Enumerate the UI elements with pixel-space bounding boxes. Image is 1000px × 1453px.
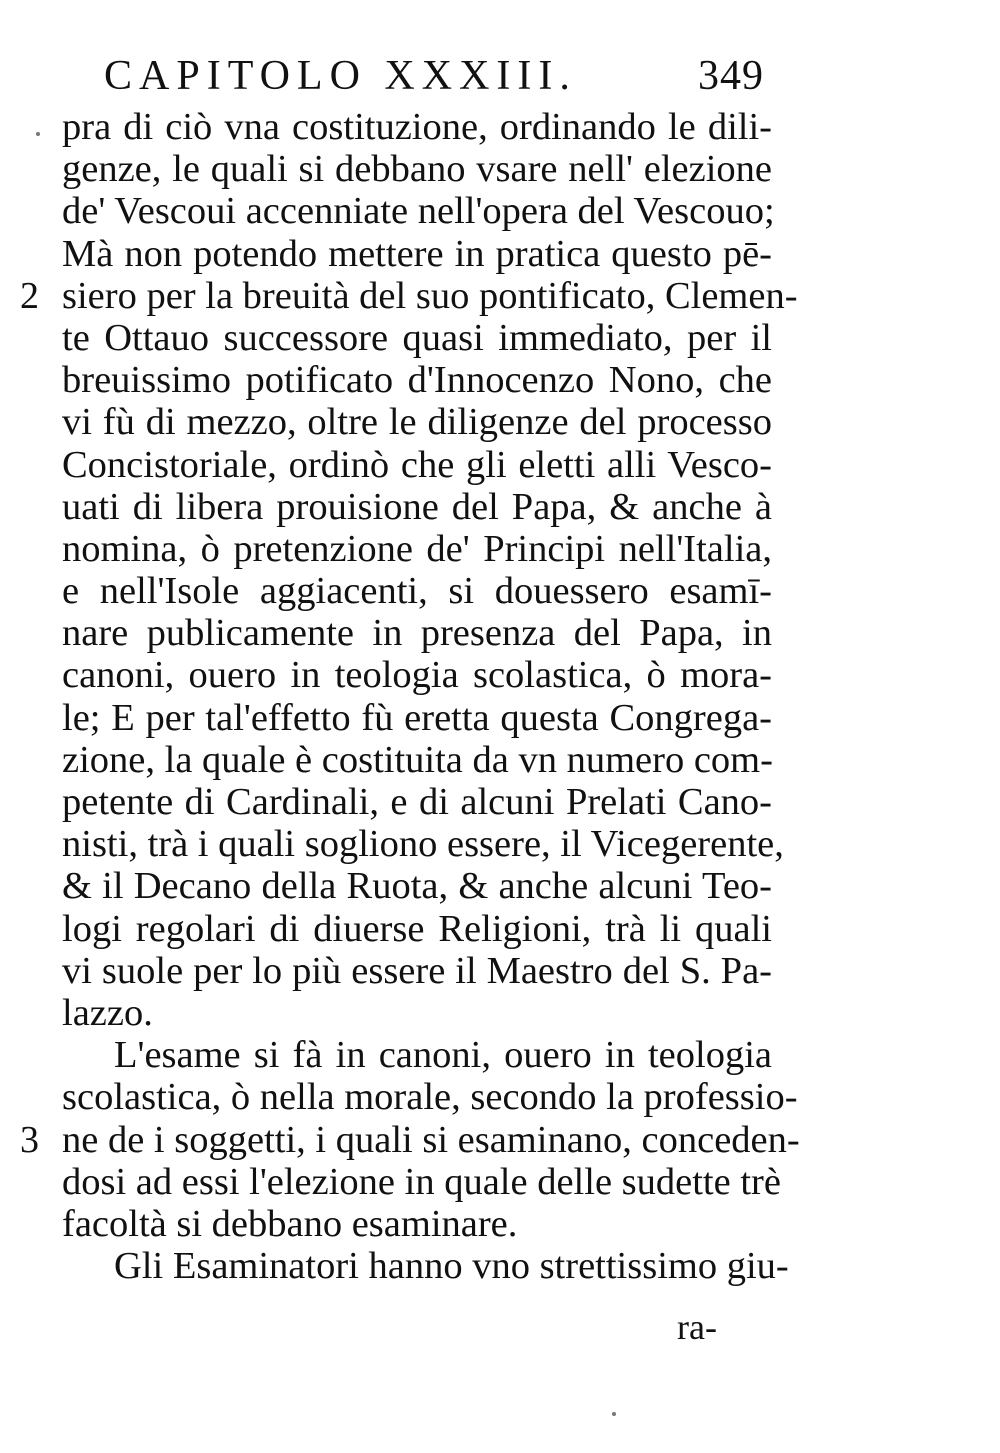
line-text: vi fù di mezzo, oltre le diligenze del processo xyxy=(62,401,772,444)
line-text: L'esame si fà in canoni, ouero in teologia xyxy=(114,1034,772,1077)
paper-speck xyxy=(36,132,40,136)
line-text: nomina, ò pretenzione de' Principi nell'Italia, xyxy=(62,527,772,570)
text-line xyxy=(62,359,772,401)
text-line xyxy=(62,992,772,1034)
text-line xyxy=(62,570,772,612)
line-text: vi suole per lo più essere il Maestro del S. Pa- xyxy=(62,949,772,992)
line-text: dosi ad essi l'elezione in quale delle sudette trè xyxy=(62,1160,781,1203)
line-text: siero per la breuità del suo pontificato, Clemen- xyxy=(62,274,798,317)
text-line xyxy=(62,654,772,696)
text-line xyxy=(62,1245,789,1288)
line-text: genze, le quali si debbano vsare nell' elezione xyxy=(62,148,772,191)
line-text: petente di Cardinali, e di alcuni Prelati Cano- xyxy=(62,781,772,823)
main-text-block xyxy=(20,106,800,1288)
line-text: te Ottauo successore quasi immediato, per il xyxy=(62,316,772,359)
line-text: scolastica, ò nella morale, secondo la professio- xyxy=(62,1076,798,1119)
running-title: CAPITOLO XXXIII. xyxy=(104,53,577,99)
text-line xyxy=(62,233,772,275)
marginal-note-number: 2 xyxy=(20,274,39,317)
line-text: Mà non potendo mettere in pratica questo pē- xyxy=(62,232,772,275)
text-line xyxy=(20,1118,800,1161)
line-text: e nell'Isole aggiacenti, si douessero esamī- xyxy=(62,570,772,613)
text-line xyxy=(62,823,784,866)
text-line xyxy=(62,106,772,148)
text-line xyxy=(62,486,772,528)
text-line xyxy=(62,190,775,233)
line-text: nisti, trà i quali sogliono essere, il Vicegerente, xyxy=(62,823,784,866)
text-line xyxy=(62,148,772,190)
line-text: breuissimo potificato d'Innocenzo Nono, che xyxy=(62,359,772,402)
text-line xyxy=(62,865,772,907)
page-number: 349 xyxy=(698,53,764,99)
page-header xyxy=(104,52,764,100)
text-line xyxy=(62,612,772,654)
line-text: le; E per tal'effetto fù eretta questa Congrega- xyxy=(62,696,772,739)
line-text: Gli Esaminatori hanno vno strettissimo giu- xyxy=(114,1245,789,1288)
line-text: uati di libera prouisione del Papa, & anche à xyxy=(62,485,772,528)
marginal-note-number: 3 xyxy=(20,1118,39,1161)
paper-speck xyxy=(612,1412,616,1416)
text-line xyxy=(62,1034,772,1076)
text-line xyxy=(62,1076,798,1119)
text-line xyxy=(62,444,772,486)
text-line xyxy=(62,528,772,570)
text-line xyxy=(62,1160,781,1203)
line-text: facoltà si debbano esaminare. xyxy=(62,1202,518,1245)
text-line xyxy=(62,317,772,359)
text-line xyxy=(62,697,772,739)
line-text: lazzo. xyxy=(62,991,153,1034)
line-text: logi regolari di diuerse Religioni, trà li quali xyxy=(62,907,772,950)
catchword: ra- xyxy=(677,1307,717,1347)
line-text: & il Decano della Ruota, & anche alcuni Teo- xyxy=(62,865,772,908)
line-text: canoni, ouero in teologia scolastica, ò mora- xyxy=(62,654,772,697)
text-line xyxy=(62,1203,772,1245)
text-line xyxy=(62,781,772,823)
text-line xyxy=(62,739,772,781)
text-line xyxy=(62,908,772,950)
text-line xyxy=(20,274,798,317)
text-line xyxy=(62,401,772,443)
line-text: nare publicamente in presenza del Papa, in xyxy=(62,612,772,655)
line-text: de' Vescoui accenniate nell'opera del Vescouo; xyxy=(62,190,775,233)
line-text: zione, la quale è costituita da vn numero com- xyxy=(62,738,773,781)
line-text: pra di ciò vna costituzione, ordinando le dili- xyxy=(62,106,772,148)
line-text: Concistoriale, ordinò che gli eletti alli Vesco- xyxy=(62,443,772,486)
line-text: ne de i soggetti, i quali si esaminano, conceden- xyxy=(62,1118,800,1161)
text-line xyxy=(62,950,772,992)
